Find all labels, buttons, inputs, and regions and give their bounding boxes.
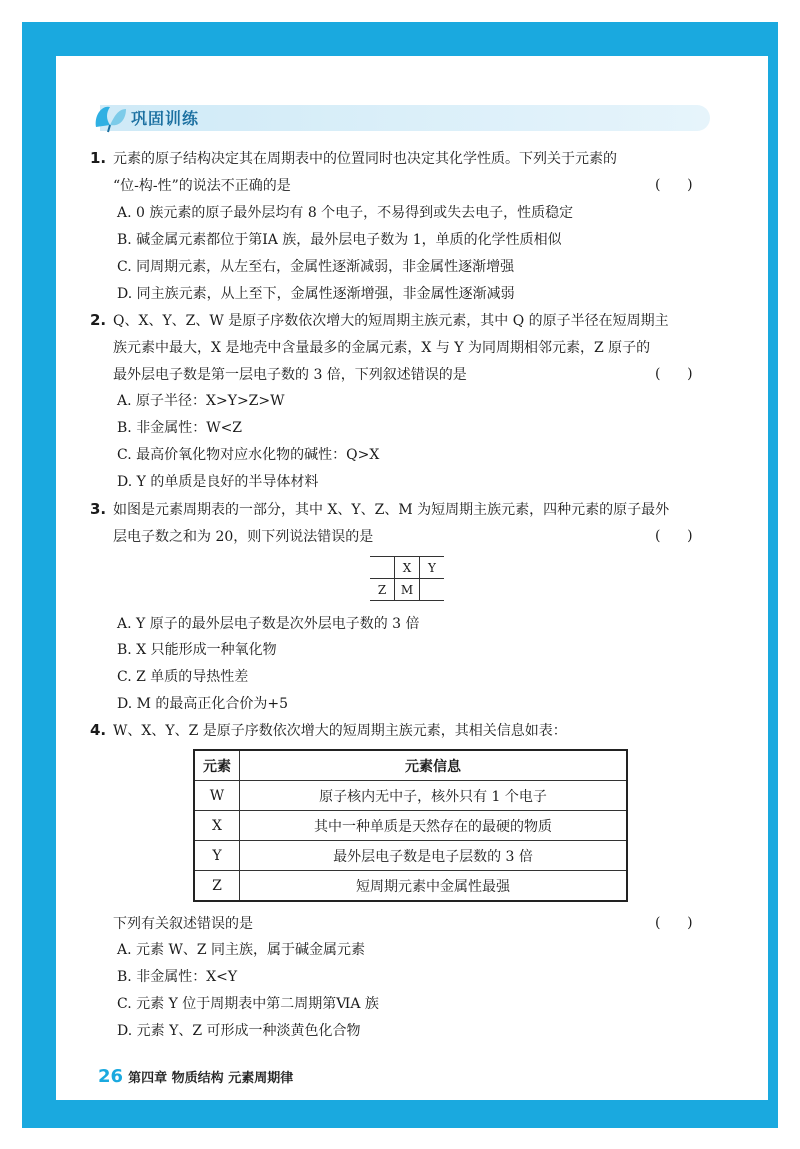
table-cell: 最外层电子数是电子层数的 3 倍 [240,841,628,871]
table-header: 元素 [194,750,240,781]
question-number: 1. [90,149,107,167]
table-cell: M [395,579,420,601]
question-number: 3. [90,500,107,518]
table-cell: Z [194,871,240,902]
table-cell: Y [194,841,240,871]
answer-bracket: ( ) [655,915,693,931]
option-b: B. 非金属性：W<Z [117,420,243,436]
table-cell: Y [420,557,445,579]
answer-bracket: ( ) [655,177,693,193]
option-b: B. 碱金属元素都位于第ⅠA 族，最外层电子数为 1，单质的化学性质相似 [117,232,562,248]
table-row [194,811,627,841]
question-stem: W、X、Y、Z 是原子序数依次增大的短周期主族元素，其相关信息如表： [113,723,567,739]
table-cell [370,557,395,579]
table-row [194,841,627,871]
question-stem: 族元素中最大，X 是地壳中含量最多的金属元素，X 与 Y 为同周期相邻元素，Z 原子的 [113,340,651,356]
ginkgo-leaf-icon [92,101,128,133]
question-stem: 元素的原子结构决定其在周期表中的位置同时也决定其化学性质。下列关于元素的 [113,151,617,167]
table-row [194,781,627,811]
table-cell: 原子核内无中子，核外只有 1 个电子 [240,781,628,811]
option-a: A. 元素 W、Z 同主族，属于碱金属元素 [117,942,366,958]
answer-bracket: ( ) [655,528,693,544]
option-c: C. 最高价氧化物对应水化物的碱性：Q>X [117,447,380,463]
periodic-table-fragment [370,556,444,601]
table-cell: 其中一种单质是天然存在的最硬的物质 [240,811,628,841]
table-row [194,871,627,902]
question-stem: “位-构-性”的说法不正确的是 [113,178,291,194]
option-d: D. 元素 Y、Z 可形成一种淡黄色化合物 [117,1023,361,1039]
bottom-strip [22,1100,778,1128]
option-c: C. 同周期元素，从左至右，金属性逐渐减弱，非金属性逐渐增强 [117,259,515,275]
section-title: 巩固训练 [131,109,200,128]
question-stem: 下列有关叙述错误的是 [113,916,253,932]
table-header: 元素信息 [240,750,628,781]
answer-bracket: ( ) [655,366,693,382]
option-d: D. M 的最高正化合价为+5 [117,696,289,712]
table-cell: 短周期元素中金属性最强 [240,871,628,902]
question-stem: 最外层电子数是第一层电子数的 3 倍，下列叙述错误的是 [113,367,467,383]
option-c: C. Z 单质的导热性差 [117,669,249,685]
question-stem: Q、X、Y、Z、W 是原子序数依次增大的短周期主族元素，其中 Q 的原子半径在短周期主 [113,313,669,329]
option-b: B. X 只能形成一种氧化物 [117,642,277,658]
option-a: A. 0 族元素的原子最外层均有 8 个电子，不易得到或失去电子，性质稳定 [117,205,574,221]
question-number: 2. [90,311,107,329]
table-cell: Z [370,579,395,601]
option-a: A. Y 原子的最外层电子数是次外层电子数的 3 倍 [117,616,420,632]
option-d: D. 同主族元素，从上至下，金属性逐渐增强，非金属性逐渐减弱 [117,286,515,302]
option-a: A. 原子半径：X>Y>Z>W [117,393,285,409]
page-number: 26 [98,1066,124,1087]
page-footer [98,1066,293,1087]
option-d: D. Y 的单质是良好的半导体材料 [117,474,319,490]
question-number: 4. [90,721,107,739]
option-c: C. 元素 Y 位于周期表中第二周期第ⅥA 族 [117,996,379,1012]
chapter-title: 第四章 物质结构 元素周期律 [128,1071,294,1086]
table-cell: X [395,557,420,579]
table-cell: X [194,811,240,841]
option-b: B. 非金属性：X<Y [117,969,238,985]
question-stem: 层电子数之和为 20，则下列说法错误的是 [113,529,374,545]
question-stem: 如图是元素周期表的一部分，其中 X、Y、Z、M 为短周期主族元素，四种元素的原子最外 [113,502,670,518]
element-info-table [193,749,628,902]
table-cell [420,579,445,601]
table-cell: W [194,781,240,811]
